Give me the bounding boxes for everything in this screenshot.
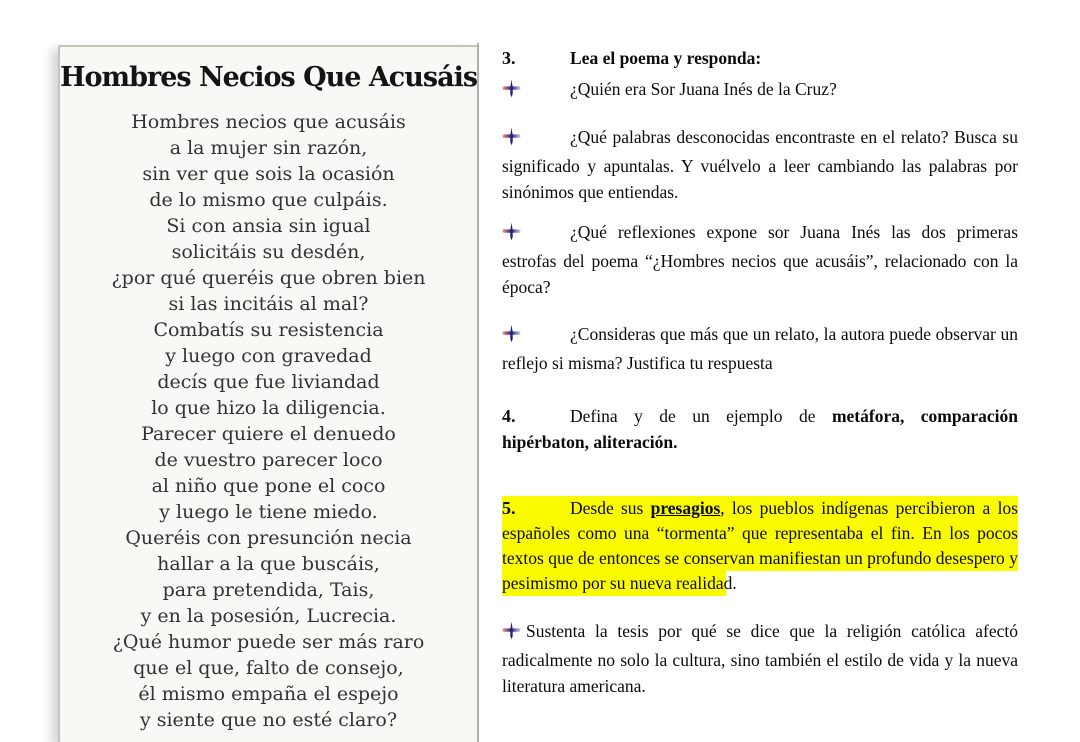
poem-line: ¿Qué humor puede ser más raro	[112, 631, 425, 653]
poem-line: a la mujer sin razón,	[169, 137, 368, 159]
dagger-plane-bullet-icon	[502, 79, 570, 105]
item-keyword: presagios	[650, 498, 721, 518]
poem-line: y luego le tiene miedo.	[159, 501, 378, 523]
dagger-plane-bullet-icon	[502, 324, 570, 350]
poem-card	[58, 45, 477, 742]
question-bullet-4	[502, 321, 1018, 376]
poem-line: al niño que pone el coco	[151, 475, 386, 497]
bullet-text: ¿Quién era Sor Juana Inés de la Cruz?	[570, 79, 837, 99]
question-bullet-2	[502, 124, 1018, 205]
item-number: 5.	[502, 498, 516, 518]
dagger-plane-bullet-icon	[502, 621, 526, 647]
poem-line: de lo mismo que culpáis.	[149, 189, 388, 211]
dagger-plane-bullet-icon	[502, 127, 570, 153]
questions-column	[502, 45, 1018, 699]
item-text-bold: metáfora, comparación hipérbaton, aliteración.	[502, 406, 1018, 452]
bullet-text: ¿Qué palabras desconocidas encontraste en el relato? Busca su significado y apuntalas. Y vuélvelo a leer cambiando las palabras por sinónimos que entiendas.	[502, 127, 1018, 202]
poem-line: Parecer quiere el denuedo	[141, 423, 396, 445]
poem-line: él mismo empaña el espejo	[138, 683, 399, 705]
poem-line: Hombres necios que acusáis	[131, 111, 406, 133]
question-item-5-highlighted	[502, 496, 1018, 596]
highlight-end-mask	[726, 571, 1018, 596]
poem-line: sin ver que sois la ocasión	[142, 163, 395, 185]
dagger-plane-bullet-icon	[502, 222, 570, 248]
question-item-4	[502, 403, 1018, 455]
poem-line: solicitáis su desdén,	[171, 241, 366, 263]
bullet-text: ¿Qué reflexiones expone sor Juana Inés las dos primeras estrofas del poema “¿Hombres necios que acusáis”, relacionado con la época?	[502, 222, 1018, 297]
poem-line: hallar a la que buscáis,	[157, 553, 380, 575]
poem-title: Hombres Necios Que Acusáis	[60, 62, 477, 93]
poem-body	[60, 109, 477, 733]
poem-line: ¿por qué queréis que obren bien	[111, 267, 426, 289]
poem-line: lo que hizo la diligencia.	[151, 397, 386, 419]
poem-line: para pretendida, Tais,	[162, 579, 375, 601]
item-number: 3.	[502, 48, 516, 68]
bullet-text: Sustenta la tesis por qué se dice que la religión católica afectó radicalmente no solo la cultura, sino también el estilo de vida y la nueva literatura americana.	[502, 621, 1018, 696]
poem-line: y luego con gravedad	[165, 345, 372, 367]
poem-line: de vuestro parecer loco	[154, 449, 383, 471]
question-item-3-heading	[502, 45, 1018, 71]
poem-line: decís que fue liviandad	[157, 371, 380, 393]
column-divider	[477, 43, 479, 742]
item-text: Desde sus	[570, 498, 651, 518]
question-bullet-3	[502, 219, 1018, 300]
item-heading: Lea el poema y responda:	[570, 48, 762, 68]
poem-line: Combatís su resistencia	[153, 319, 384, 341]
poem-line: Queréis con presunción necia	[125, 527, 412, 549]
item-text: Defina y de un ejemplo de	[570, 406, 832, 426]
poem-line: si las incitáis al mal?	[168, 293, 369, 315]
poem-line: que el que, falto de consejo,	[133, 657, 404, 679]
item-text: , los pueblos indígenas percibieron a los españoles como una “tormenta” que representaba el fin. En los pocos textos que de entonces se conservan manifiestan un profundo desespero y pesimismo por su nueva realidad.	[502, 498, 1018, 593]
item-number: 4.	[502, 406, 516, 426]
bullet-text: ¿Consideras que más que un relato, la autora puede observar un reflejo si misma? Justifica tu respuesta	[502, 324, 1018, 373]
poem-line: Si con ansia sin igual	[166, 215, 371, 237]
poem-line: y siente que no esté claro?	[139, 709, 398, 731]
poem-line: y en la posesión, Lucrecia.	[140, 605, 397, 627]
question-bullet-1	[502, 76, 1018, 105]
question-bullet-5	[502, 618, 1018, 699]
